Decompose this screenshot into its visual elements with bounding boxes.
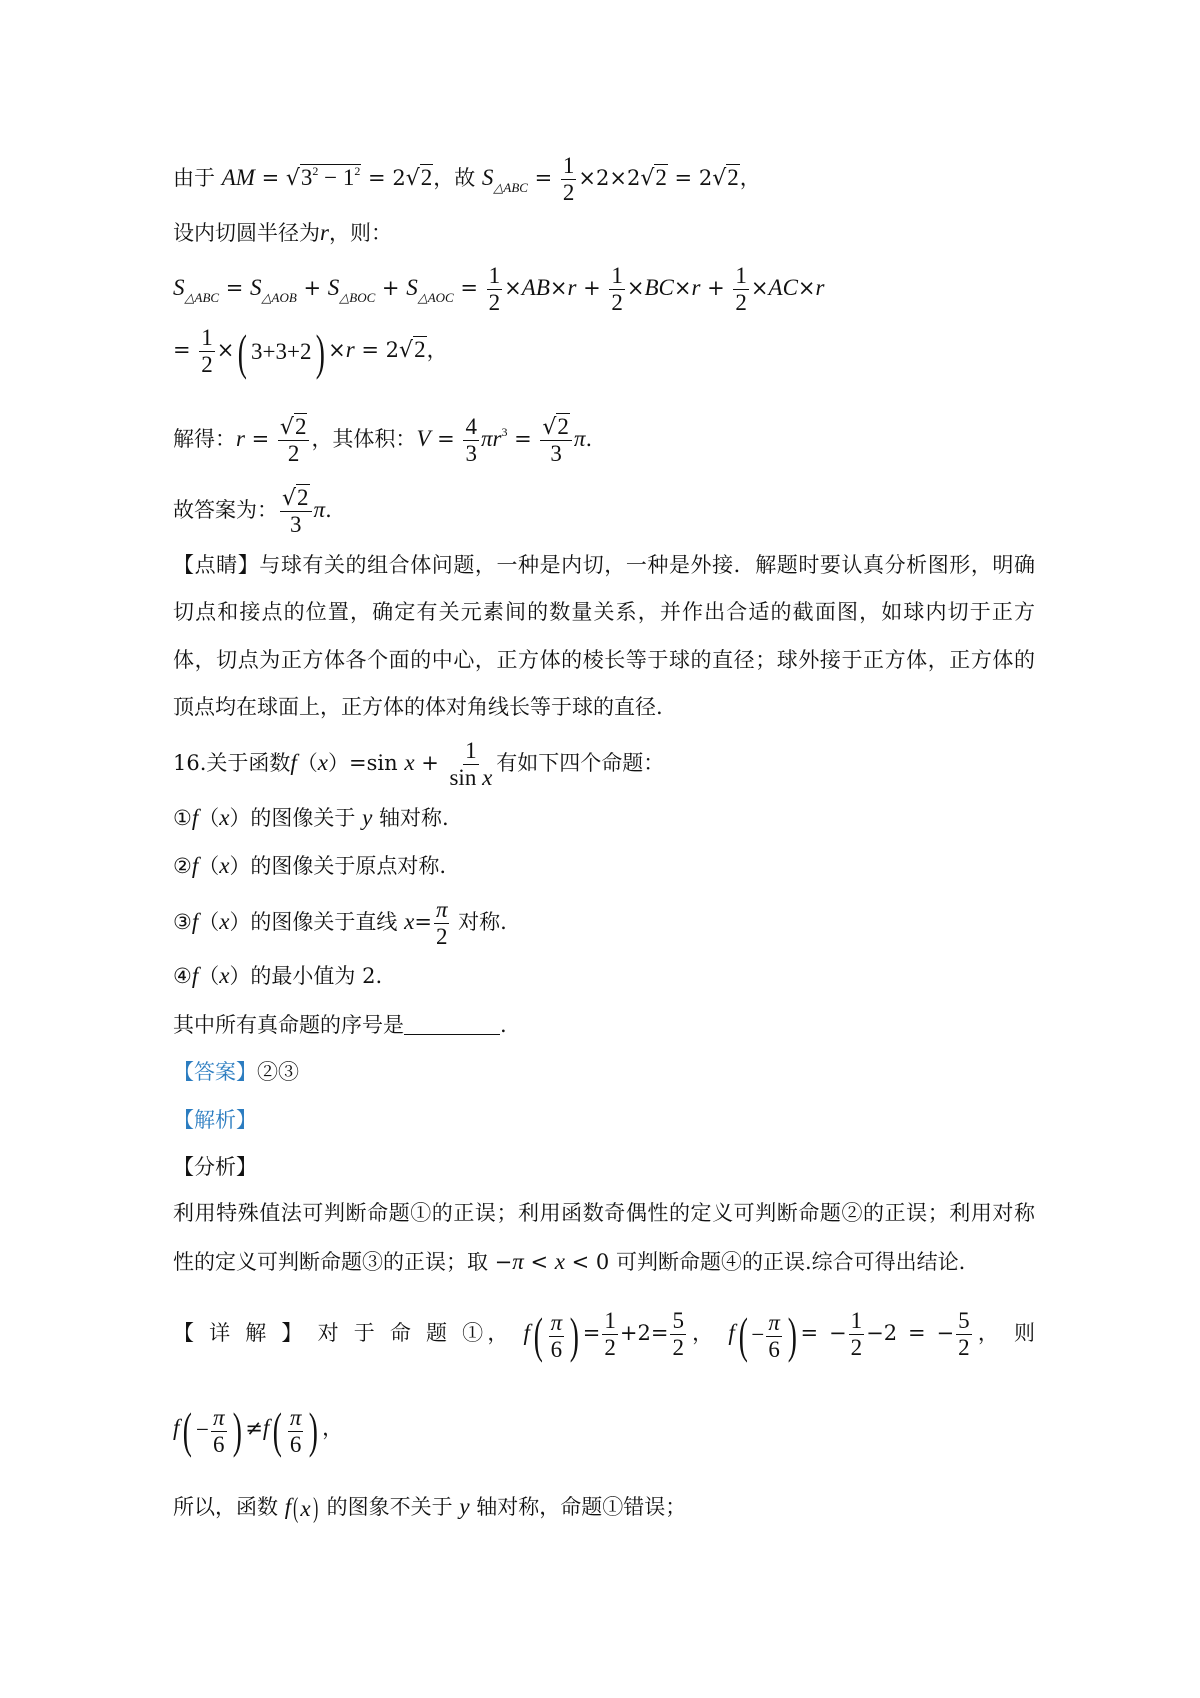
math-variable: y: [459, 1494, 470, 1519]
square-root: [542, 415, 570, 440]
text-run: 2: [655, 165, 667, 190]
radical-sign: √: [712, 166, 727, 191]
text-run: 【 详 解 】 对 于 命 题 ①，: [173, 1321, 524, 1345]
math-variable: π: [768, 1309, 780, 1335]
text-run: ②③: [257, 1060, 299, 1084]
denominator: [288, 1432, 304, 1458]
math-variable: AM: [221, 165, 255, 190]
text-line: [173, 1227, 1035, 1297]
text-run: （: [296, 751, 318, 775]
text-run: 4: [465, 414, 477, 439]
fraction: [609, 263, 625, 316]
text-run: ×: [750, 276, 769, 300]
fraction: [278, 414, 310, 467]
text-run: 3: [465, 441, 477, 466]
text-run: 1: [735, 263, 747, 288]
text-run: 6: [289, 1431, 302, 1457]
parentheses: [179, 1395, 245, 1465]
text-run: ）的图像关于直线: [229, 910, 405, 934]
fraction: [288, 1405, 304, 1458]
fraction: [199, 325, 215, 378]
paren-content: [547, 1300, 567, 1370]
math-variable: f: [191, 853, 199, 878]
radicand: [294, 413, 308, 439]
radical-sign: √: [640, 166, 655, 191]
left-paren: (: [183, 1401, 193, 1458]
text-run: ，: [739, 166, 761, 190]
text-run: 1: [850, 1308, 863, 1333]
text-run: ，: [426, 338, 448, 362]
text-run: 1: [604, 1308, 616, 1333]
numerator: [549, 1310, 565, 1337]
radicand: [420, 164, 434, 190]
text-run: 1: [611, 263, 623, 288]
math-variable: x: [219, 963, 230, 988]
superscript: 3: [501, 425, 508, 439]
text-run: −2 = −: [866, 1321, 955, 1345]
text-run: （: [198, 910, 220, 934]
text-run: ）=sin: [328, 751, 405, 775]
superscript: 2: [312, 164, 319, 178]
fraction: [540, 414, 572, 467]
denominator: [549, 1337, 565, 1363]
text-run: +: [414, 751, 446, 775]
text-run: ×2×2: [578, 166, 641, 190]
text-run: 1: [465, 738, 477, 763]
radicand: [413, 336, 427, 362]
radical-sign: √: [542, 415, 557, 440]
paren-content: [286, 1395, 306, 1465]
parentheses: [269, 1395, 322, 1465]
text-run: 6: [768, 1336, 780, 1362]
text-line: [173, 397, 1035, 467]
math-variable: BC: [644, 275, 674, 300]
math-variable: f: [284, 1494, 292, 1519]
square-root: [712, 166, 740, 191]
denominator: [199, 352, 215, 378]
text-line: [173, 1298, 1035, 1368]
fraction: [849, 1308, 865, 1361]
text-run: 1: [201, 325, 213, 350]
square-root: [640, 166, 668, 191]
fraction: [549, 1310, 565, 1363]
math-variable: f: [191, 909, 199, 934]
text-run: 性的定义可判断命题③的正误；取 −: [173, 1250, 513, 1274]
text-run: 2: [201, 352, 213, 377]
text-run: 2: [611, 290, 623, 315]
text-run: +: [700, 276, 732, 300]
text-run: 2: [850, 1335, 863, 1360]
text-run: =: [244, 427, 276, 451]
text-line: [173, 1472, 1035, 1542]
text-run: ④: [173, 964, 192, 988]
math-variable: S: [250, 275, 262, 300]
numerator: [602, 1308, 618, 1335]
superscript: 2: [354, 164, 361, 178]
text-run: ，: [687, 1321, 729, 1345]
text-run: −: [196, 1416, 210, 1442]
square-root: [406, 166, 434, 191]
text-run: < 0 可判断命题④的正误.综合可得出结论.: [564, 1250, 966, 1274]
text-run: ×: [626, 276, 645, 300]
section-label: 【解析】: [173, 1108, 257, 1132]
radicand: [654, 164, 668, 190]
math-variable: r: [691, 275, 701, 300]
text-run: −: [751, 1321, 765, 1347]
numerator: [278, 414, 310, 441]
text-run: +: [296, 276, 328, 300]
radical-sign: √: [285, 166, 300, 191]
fraction: [211, 1405, 227, 1458]
math-variable: r: [815, 275, 825, 300]
text-run: 有如下四个命题：: [496, 751, 665, 775]
math-variable: f: [523, 1320, 530, 1345]
math-variable: x: [219, 909, 230, 934]
numerator: [280, 485, 312, 512]
parentheses: [530, 1300, 583, 1370]
math-variable: f: [262, 1415, 270, 1440]
numerator: [434, 897, 450, 924]
text-run: ≠: [245, 1416, 263, 1440]
text-run: =: [219, 276, 251, 300]
right-paren: ): [309, 1401, 319, 1458]
text-run: （: [198, 854, 220, 878]
numerator: [849, 1308, 865, 1335]
text-run: 16.关于函数: [173, 751, 291, 775]
left-paren: (: [238, 323, 248, 380]
text-run: =: [527, 166, 559, 190]
fraction: [487, 263, 503, 316]
left-paren: (: [533, 1306, 543, 1363]
math-variable: f: [290, 750, 297, 775]
fraction: [956, 1308, 972, 1361]
math-variable: π: [550, 1309, 563, 1335]
text-run: 【点睛】与球有关的组合体问题，一种是内切，一种是外接．解题时要认真分析图形，明确: [173, 553, 1035, 577]
text-run: 对称.: [451, 910, 507, 934]
denominator: [733, 290, 749, 316]
right-paren: ): [315, 323, 325, 380]
text-run: =: [254, 166, 286, 190]
text-run: 切点和接点的位置，确定有关元素间的数量关系，并作出合适的截面图，如球内切于正方: [173, 600, 1035, 624]
text-run: 轴对称，命题①错误；: [469, 1495, 687, 1519]
right-paren: ): [232, 1401, 242, 1458]
text-run: ）的最小值为 2.: [229, 964, 383, 988]
text-run: 其中所有真命题的序号是: [173, 1013, 404, 1037]
text-run: 顶点均在球面上，正方体的体对角线长等于球的直径.: [173, 695, 663, 719]
text-run: 设内切圆半径为: [173, 221, 320, 245]
numerator: [463, 738, 479, 765]
text-run: 2: [727, 165, 739, 190]
math-variable: f: [191, 963, 199, 988]
denominator: [211, 1432, 227, 1458]
math-variable: π: [213, 1404, 225, 1430]
radical-sign: √: [405, 166, 420, 191]
numerator: [766, 1310, 782, 1337]
text-run: 解得：: [173, 427, 236, 451]
numerator: [670, 1308, 686, 1335]
text-run: 由于: [173, 166, 222, 190]
math-variable: S: [481, 165, 494, 190]
text-run: 1: [488, 263, 501, 288]
subscript: △AOC: [417, 290, 454, 305]
numerator: [956, 1308, 972, 1335]
numerator: [199, 325, 215, 352]
denominator: [548, 441, 564, 467]
math-variable: r: [345, 337, 355, 362]
text-run: =: [507, 427, 539, 451]
text-run: ，: [322, 1416, 344, 1440]
numerator: [211, 1405, 227, 1432]
denominator: [849, 1335, 865, 1361]
text-run: 2: [420, 165, 433, 190]
text-run: 2: [735, 290, 747, 315]
square-root: [286, 159, 362, 191]
text-run: =: [173, 338, 198, 362]
text-run: ×: [328, 338, 346, 362]
text-run: = −: [800, 1321, 847, 1345]
parentheses: [291, 1474, 320, 1544]
math-variable: S: [173, 275, 185, 300]
denominator: [487, 290, 503, 316]
text-run: ）的图像关于: [229, 806, 363, 830]
math-variable: x: [554, 1249, 565, 1274]
parentheses: [735, 1300, 801, 1370]
paren-content: [251, 317, 311, 387]
text-run: 2: [297, 485, 309, 510]
math-variable: AC: [768, 275, 798, 300]
math-variable: r: [236, 426, 245, 451]
text-run: 2: [435, 924, 448, 949]
text-run: ，则：: [328, 221, 392, 245]
math-variable: S: [327, 275, 340, 300]
math-variable: π: [512, 1249, 524, 1274]
numerator: [463, 414, 479, 441]
paren-content: [300, 1474, 310, 1544]
text-run: sin: [449, 765, 483, 790]
text-run: 2: [294, 414, 307, 439]
math-variable: r: [320, 220, 329, 245]
denominator: [463, 441, 479, 467]
text-run: 1: [562, 153, 575, 178]
text-run: = 2: [354, 338, 400, 362]
math-variable: x: [219, 853, 230, 878]
subscript: △ABC: [184, 290, 220, 305]
numerator: [609, 263, 625, 290]
math-variable: π: [313, 497, 326, 522]
math-variable: πr: [480, 426, 502, 451]
text-run: 3+3+2: [251, 338, 312, 364]
text-run: （: [198, 964, 220, 988]
text-run: 3: [550, 441, 562, 466]
math-variable: y: [362, 805, 373, 830]
text-run: 所以，函数: [173, 1495, 285, 1519]
math-variable: V: [416, 426, 431, 451]
subscript: △BOC: [339, 290, 376, 305]
text-run: ×: [549, 276, 568, 300]
radicand: [726, 164, 740, 190]
denominator: [602, 1335, 618, 1361]
math-variable: x: [219, 805, 230, 830]
text-run: ，故: [433, 166, 482, 190]
math-variable: π: [289, 1404, 302, 1430]
numerator: [561, 153, 577, 180]
math-variable: x: [482, 765, 493, 790]
text-run: 2: [488, 290, 501, 315]
subscript: △AOB: [261, 290, 297, 305]
text-run: .: [500, 1013, 507, 1037]
parentheses: [234, 317, 328, 387]
radicand: [296, 484, 310, 510]
answer-blank: [404, 1033, 500, 1035]
paren-content: [196, 1395, 229, 1465]
left-paren: (: [738, 1306, 748, 1363]
denominator: [609, 290, 625, 316]
text-run: ③: [173, 910, 192, 934]
math-variable: f: [173, 1415, 180, 1440]
fraction: [733, 263, 749, 316]
right-paren: ): [787, 1306, 797, 1363]
text-run: 2: [287, 441, 300, 466]
text-run: 3: [300, 165, 313, 190]
text-run: 利用特殊值法可判断命题①的正误；利用函数奇偶性的定义可判断命题②的正误；利用对称: [173, 1201, 1035, 1225]
left-paren: (: [293, 1492, 299, 1524]
denominator: [956, 1335, 972, 1361]
math-variable: r: [567, 275, 577, 300]
text-run: − 1: [318, 165, 355, 190]
text-run: ②: [173, 854, 192, 878]
radicand: [556, 413, 570, 439]
text-run: +: [576, 276, 608, 300]
fraction: [463, 414, 479, 467]
square-root: [399, 338, 427, 363]
fraction: [670, 1308, 686, 1361]
text-run: 【分析】: [173, 1155, 257, 1179]
denominator: [670, 1335, 686, 1361]
paren-content: [751, 1300, 784, 1370]
math-variable: x: [404, 750, 415, 775]
text-run: ， 则: [973, 1321, 1036, 1345]
text-run: =: [453, 276, 485, 300]
radicand: [300, 164, 361, 190]
text-run: .: [325, 498, 332, 522]
text-run: 2: [557, 414, 569, 439]
numerator: [733, 263, 749, 290]
text-run: ×: [797, 276, 816, 300]
math-variable: AB: [521, 275, 550, 300]
text-run: 故答案为：: [173, 498, 278, 522]
text-run: 的图象不关于: [319, 1495, 460, 1519]
numerator: [487, 263, 503, 290]
square-root: [282, 486, 310, 511]
text-run: 2: [562, 180, 575, 205]
text-run: 轴对称.: [372, 806, 449, 830]
math-variable: π: [435, 897, 448, 922]
radical-sign: √: [282, 486, 297, 511]
text-line: [173, 315, 1035, 385]
text-run: 5: [958, 1308, 970, 1333]
denominator: [286, 441, 302, 467]
right-paren: ): [569, 1306, 580, 1363]
text-run: （: [198, 806, 220, 830]
text-run: 2: [958, 1335, 970, 1360]
text-run: ，其体积：: [311, 427, 417, 451]
text-run: 3: [290, 512, 302, 537]
text-run: =: [414, 910, 432, 934]
right-paren: ): [312, 1492, 318, 1524]
text-run: 2: [672, 1335, 684, 1360]
text-run: 2: [604, 1335, 616, 1360]
text-line: [173, 253, 1035, 323]
radical-sign: √: [279, 415, 294, 440]
text-run: 体，切点为正方体各个面的中心，正方体的棱长等于球的直径；球外接于正方体，正方体的: [173, 648, 1035, 672]
math-variable: S: [406, 275, 418, 300]
text-run: 6: [213, 1431, 225, 1457]
text-run: +: [375, 276, 407, 300]
math-variable: x: [317, 750, 329, 775]
math-variable: x: [404, 909, 415, 934]
text-run: ×: [673, 276, 692, 300]
text-run: ×: [216, 338, 235, 362]
text-run: ①: [173, 806, 192, 830]
fraction: [766, 1310, 782, 1363]
fraction: [602, 1308, 618, 1361]
text-line: [173, 1393, 1035, 1463]
denominator: [766, 1337, 782, 1363]
text-run: = 2: [361, 166, 406, 190]
text-run: +2=: [619, 1321, 669, 1345]
text-run: 5: [672, 1308, 684, 1333]
subscript: △ABC: [493, 180, 528, 195]
text-run: <: [523, 1250, 555, 1274]
text-run: = 2: [667, 166, 713, 190]
section-label: 【答案】: [173, 1060, 257, 1084]
text-run: =: [430, 427, 462, 451]
square-root: [280, 415, 308, 440]
math-variable: f: [191, 805, 199, 830]
text-run: ）的图像关于原点对称.: [229, 854, 447, 878]
numerator: [288, 1405, 304, 1432]
radical-sign: √: [399, 338, 414, 363]
text-run: 6: [550, 1336, 563, 1362]
numerator: [540, 414, 572, 441]
text-run: .: [585, 427, 593, 451]
left-paren: (: [272, 1401, 283, 1458]
math-variable: f: [728, 1320, 735, 1345]
text-run: ×: [504, 276, 522, 300]
math-variable: x: [300, 1495, 311, 1521]
text-run: =: [582, 1321, 601, 1345]
text-run: 2: [414, 337, 426, 362]
math-variable: π: [573, 426, 586, 451]
